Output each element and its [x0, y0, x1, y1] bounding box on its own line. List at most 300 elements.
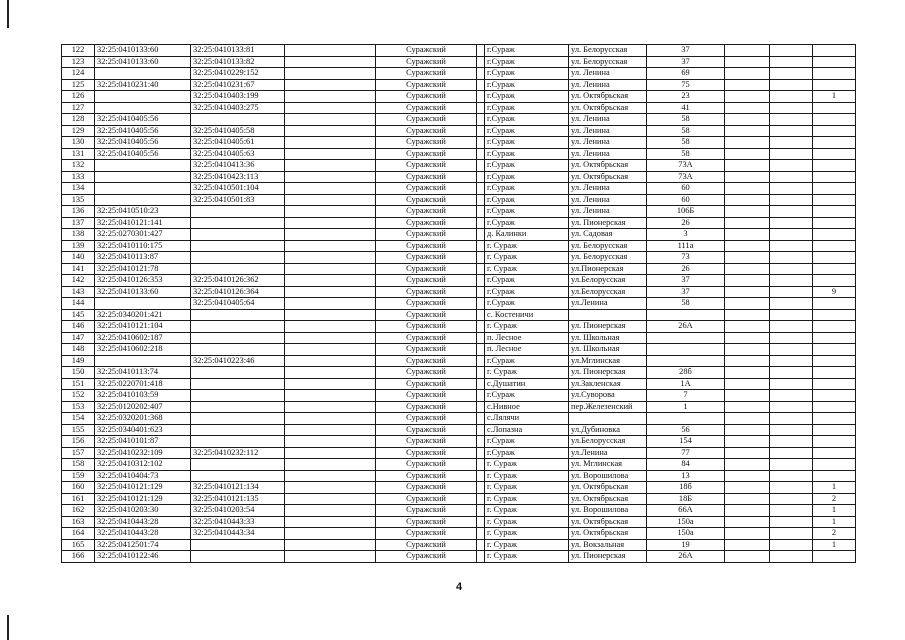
district-cell: Суражский	[376, 45, 477, 57]
house-number-cell: 58	[647, 298, 725, 310]
blank-cell	[770, 79, 813, 91]
parcel-cadastral-number: 32:25:0410110:175	[95, 240, 191, 252]
blank-cell	[770, 551, 813, 563]
object-cadastral-number: 32:25:0410121:134	[191, 482, 285, 494]
table-row	[62, 309, 856, 321]
row-number: 164	[62, 528, 95, 540]
parcel-cadastral-number: 32:25:0412501:74	[95, 539, 191, 551]
row-number: 166	[62, 551, 95, 563]
table-row	[62, 367, 856, 379]
blank-cell	[770, 378, 813, 390]
page-number: 4	[456, 581, 463, 593]
parcel-cadastral-number: 32:25:0410113:87	[95, 252, 191, 264]
settlement-cell: г.Сураж	[485, 355, 569, 367]
district-cell: Суражский	[376, 378, 477, 390]
separator-cell	[477, 286, 485, 298]
separator-cell	[477, 516, 485, 528]
separator-cell	[477, 447, 485, 459]
object-cadastral-number	[191, 206, 285, 218]
street-cell: ул. Ленина	[569, 148, 647, 160]
object-cadastral-number	[191, 390, 285, 402]
blank-cell	[770, 275, 813, 287]
blank-cell	[725, 298, 770, 310]
street-cell: ул. Октябрьская	[569, 482, 647, 494]
parcel-cadastral-number: 32:25:0410510:23	[95, 206, 191, 218]
house-number-cell: 60	[647, 194, 725, 206]
district-cell: Суражский	[376, 355, 477, 367]
blank-cell	[770, 447, 813, 459]
blank-cell	[285, 229, 376, 241]
blank-cell	[285, 79, 376, 91]
district-cell: Суражский	[376, 148, 477, 160]
row-number: 122	[62, 45, 95, 57]
blank-cell	[285, 332, 376, 344]
row-number: 132	[62, 160, 95, 172]
blank-cell	[725, 79, 770, 91]
count-cell	[813, 355, 856, 367]
district-cell: Суражский	[376, 217, 477, 229]
blank-cell	[770, 482, 813, 494]
house-number-cell: 26	[647, 263, 725, 275]
district-cell: Суражский	[376, 252, 477, 264]
blank-cell	[725, 332, 770, 344]
blank-cell	[725, 436, 770, 448]
blank-cell	[725, 424, 770, 436]
blank-cell	[725, 459, 770, 471]
object-cadastral-number: 32:25:0410126:364	[191, 286, 285, 298]
parcel-cadastral-number	[95, 102, 191, 114]
row-number: 131	[62, 148, 95, 160]
table-row	[62, 217, 856, 229]
settlement-cell: г.Сураж	[485, 160, 569, 172]
house-number-cell: 28б	[647, 367, 725, 379]
count-cell	[813, 390, 856, 402]
table-row	[62, 528, 856, 540]
table-row	[62, 424, 856, 436]
blank-cell	[285, 470, 376, 482]
blank-cell	[725, 482, 770, 494]
count-cell	[813, 206, 856, 218]
blank-cell	[770, 355, 813, 367]
separator-cell	[477, 321, 485, 333]
street-cell	[569, 413, 647, 425]
separator-cell	[477, 194, 485, 206]
row-number: 123	[62, 56, 95, 68]
row-number: 134	[62, 183, 95, 195]
house-number-cell: 37	[647, 286, 725, 298]
separator-cell	[477, 390, 485, 402]
settlement-cell: с. Костеничи	[485, 309, 569, 321]
settlement-cell: г. Сураж	[485, 459, 569, 471]
parcel-cadastral-number: 32:25:0410103:59	[95, 390, 191, 402]
blank-cell	[285, 183, 376, 195]
separator-cell	[477, 355, 485, 367]
street-cell: ул.Ленина	[569, 447, 647, 459]
blank-cell	[285, 137, 376, 149]
blank-cell	[285, 309, 376, 321]
table-row	[62, 148, 856, 160]
street-cell: ул. Садовая	[569, 229, 647, 241]
object-cadastral-number: 32:25:0410443:33	[191, 516, 285, 528]
street-cell: ул. Школьная	[569, 332, 647, 344]
blank-cell	[770, 309, 813, 321]
blank-cell	[770, 459, 813, 471]
blank-cell	[285, 551, 376, 563]
blank-cell	[770, 171, 813, 183]
row-number: 139	[62, 240, 95, 252]
blank-cell	[725, 275, 770, 287]
house-number-cell: 150а	[647, 528, 725, 540]
settlement-cell: г. Сураж	[485, 321, 569, 333]
district-cell: Суражский	[376, 390, 477, 402]
blank-cell	[770, 217, 813, 229]
object-cadastral-number	[191, 263, 285, 275]
blank-cell	[725, 413, 770, 425]
parcel-cadastral-number: 32:25:0410443:28	[95, 528, 191, 540]
settlement-cell: г.Сураж	[485, 275, 569, 287]
district-cell: Суражский	[376, 102, 477, 114]
blank-cell	[725, 539, 770, 551]
count-cell	[813, 148, 856, 160]
street-cell: ул.Белорусская	[569, 275, 647, 287]
separator-cell	[477, 68, 485, 80]
district-cell: Суражский	[376, 332, 477, 344]
row-number: 157	[62, 447, 95, 459]
blank-cell	[285, 413, 376, 425]
district-cell: Суражский	[376, 194, 477, 206]
row-number: 145	[62, 309, 95, 321]
house-number-cell: 150а	[647, 516, 725, 528]
street-cell: ул. Октябрьская	[569, 160, 647, 172]
house-number-cell: 77	[647, 447, 725, 459]
object-cadastral-number: 32:25:0410405:64	[191, 298, 285, 310]
object-cadastral-number: 32:25:0410413:36	[191, 160, 285, 172]
district-cell: Суражский	[376, 275, 477, 287]
district-cell: Суражский	[376, 470, 477, 482]
blank-cell	[285, 539, 376, 551]
parcel-cadastral-number	[95, 298, 191, 310]
object-cadastral-number	[191, 229, 285, 241]
district-cell: Суражский	[376, 183, 477, 195]
settlement-cell: г.Сураж	[485, 286, 569, 298]
blank-cell	[725, 401, 770, 413]
blank-cell	[725, 378, 770, 390]
parcel-cadastral-number: 32:25:0410121:129	[95, 482, 191, 494]
separator-cell	[477, 378, 485, 390]
object-cadastral-number: 32:25:0410405:63	[191, 148, 285, 160]
settlement-cell: г.Сураж	[485, 447, 569, 459]
row-number: 133	[62, 171, 95, 183]
blank-cell	[770, 114, 813, 126]
house-number-cell: 13	[647, 470, 725, 482]
count-cell	[813, 114, 856, 126]
row-number: 158	[62, 459, 95, 471]
blank-cell	[285, 482, 376, 494]
object-cadastral-number	[191, 252, 285, 264]
street-cell: ул. Октябрьская	[569, 91, 647, 103]
street-cell: ул. Ленина	[569, 125, 647, 137]
parcel-cadastral-number: 32:25:0340201:421	[95, 309, 191, 321]
row-number: 137	[62, 217, 95, 229]
blank-cell	[725, 344, 770, 356]
parcel-cadastral-number: 32:25:0220701:418	[95, 378, 191, 390]
row-number: 150	[62, 367, 95, 379]
parcel-cadastral-number: 32:25:0410405:56	[95, 148, 191, 160]
separator-cell	[477, 367, 485, 379]
district-cell: Суражский	[376, 367, 477, 379]
parcel-cadastral-number: 32:25:0410602:218	[95, 344, 191, 356]
object-cadastral-number	[191, 309, 285, 321]
blank-cell	[770, 367, 813, 379]
blank-cell	[285, 194, 376, 206]
blank-cell	[725, 137, 770, 149]
district-cell: Суражский	[376, 505, 477, 517]
object-cadastral-number: 32:25:0410223:46	[191, 355, 285, 367]
blank-cell	[770, 436, 813, 448]
separator-cell	[477, 493, 485, 505]
separator-cell	[477, 148, 485, 160]
parcel-cadastral-number: 32:25:0410404:73	[95, 470, 191, 482]
row-number: 128	[62, 114, 95, 126]
district-cell: Суражский	[376, 459, 477, 471]
district-cell: Суражский	[376, 125, 477, 137]
table-row	[62, 240, 856, 252]
settlement-cell: г. Сураж	[485, 482, 569, 494]
street-cell: ул. Ленина	[569, 137, 647, 149]
blank-cell	[285, 171, 376, 183]
parcel-cadastral-number: 32:25:0410121:104	[95, 321, 191, 333]
house-number-cell: 84	[647, 459, 725, 471]
parcel-cadastral-number	[95, 91, 191, 103]
object-cadastral-number	[191, 332, 285, 344]
district-cell: Суражский	[376, 551, 477, 563]
blank-cell	[285, 298, 376, 310]
count-cell	[813, 378, 856, 390]
blank-cell	[770, 263, 813, 275]
parcel-cadastral-number: 32:25:0410405:56	[95, 137, 191, 149]
blank-cell	[285, 206, 376, 218]
blank-cell	[285, 56, 376, 68]
street-cell: ул. Пионерская	[569, 321, 647, 333]
district-cell: Суражский	[376, 171, 477, 183]
separator-cell	[477, 125, 485, 137]
house-number-cell: 73А	[647, 171, 725, 183]
parcel-cadastral-number: 32:25:0410602:187	[95, 332, 191, 344]
row-number: 140	[62, 252, 95, 264]
separator-cell	[477, 424, 485, 436]
house-number-cell: 66А	[647, 505, 725, 517]
district-cell: Суражский	[376, 114, 477, 126]
object-cadastral-number	[191, 217, 285, 229]
settlement-cell: г.Сураж	[485, 102, 569, 114]
settlement-cell: с.Лопазна	[485, 424, 569, 436]
blank-cell	[770, 424, 813, 436]
parcel-cadastral-number: 32:25:0410312:102	[95, 459, 191, 471]
parcel-cadastral-number: 32:25:0410405:56	[95, 125, 191, 137]
blank-cell	[285, 148, 376, 160]
separator-cell	[477, 160, 485, 172]
blank-cell	[725, 447, 770, 459]
row-number: 143	[62, 286, 95, 298]
blank-cell	[725, 551, 770, 563]
table-row	[62, 114, 856, 126]
blank-cell	[770, 401, 813, 413]
house-number-cell: 18б	[647, 482, 725, 494]
row-number: 126	[62, 91, 95, 103]
blank-cell	[285, 401, 376, 413]
object-cadastral-number: 32:25:0410121:135	[191, 493, 285, 505]
table-row	[62, 321, 856, 333]
row-number: 161	[62, 493, 95, 505]
blank-cell	[770, 516, 813, 528]
blank-cell	[725, 263, 770, 275]
settlement-cell: г. Сураж	[485, 252, 569, 264]
settlement-cell: г.Сураж	[485, 114, 569, 126]
house-number-cell: 73А	[647, 160, 725, 172]
district-cell: Суражский	[376, 321, 477, 333]
object-cadastral-number	[191, 459, 285, 471]
count-cell	[813, 194, 856, 206]
count-cell: 1	[813, 482, 856, 494]
house-number-cell: 1А	[647, 378, 725, 390]
table-row	[62, 355, 856, 367]
table-row	[62, 102, 856, 114]
object-cadastral-number	[191, 470, 285, 482]
settlement-cell: г.Сураж	[485, 125, 569, 137]
count-cell	[813, 470, 856, 482]
register-table	[61, 44, 856, 563]
blank-cell	[285, 344, 376, 356]
house-number-cell: 19	[647, 539, 725, 551]
row-number: 162	[62, 505, 95, 517]
house-number-cell: 1	[647, 401, 725, 413]
blank-cell	[725, 125, 770, 137]
district-cell: Суражский	[376, 401, 477, 413]
parcel-cadastral-number: 32:25:0410133:60	[95, 45, 191, 57]
count-cell: 2	[813, 528, 856, 540]
row-number: 127	[62, 102, 95, 114]
separator-cell	[477, 137, 485, 149]
district-cell: Суражский	[376, 229, 477, 241]
count-cell: 1	[813, 91, 856, 103]
count-cell	[813, 447, 856, 459]
blank-cell	[725, 321, 770, 333]
street-cell: ул. Октябрьская	[569, 171, 647, 183]
blank-cell	[725, 206, 770, 218]
count-cell	[813, 252, 856, 264]
blank-cell	[725, 390, 770, 402]
street-cell: ул. Белорусская	[569, 252, 647, 264]
count-cell	[813, 160, 856, 172]
count-cell: 1	[813, 516, 856, 528]
street-cell: ул. Октябрьская	[569, 528, 647, 540]
blank-cell	[725, 240, 770, 252]
settlement-cell: г. Сураж	[485, 551, 569, 563]
settlement-cell: д. Калинки	[485, 229, 569, 241]
row-number: 146	[62, 321, 95, 333]
table-row	[62, 171, 856, 183]
count-cell	[813, 551, 856, 563]
blank-cell	[285, 493, 376, 505]
count-cell	[813, 413, 856, 425]
separator-cell	[477, 298, 485, 310]
table-row	[62, 91, 856, 103]
district-cell: Суражский	[376, 79, 477, 91]
street-cell: ул. Вокзальная	[569, 539, 647, 551]
blank-cell	[285, 505, 376, 517]
blank-cell	[770, 56, 813, 68]
object-cadastral-number: 32:25:0410133:82	[191, 56, 285, 68]
blank-cell	[725, 45, 770, 57]
table-row	[62, 505, 856, 517]
blank-cell	[770, 125, 813, 137]
settlement-cell: г.Сураж	[485, 137, 569, 149]
blank-cell	[285, 447, 376, 459]
separator-cell	[477, 332, 485, 344]
settlement-cell: с.Лялячи	[485, 413, 569, 425]
count-cell	[813, 217, 856, 229]
blank-cell	[725, 355, 770, 367]
district-cell: Суражский	[376, 309, 477, 321]
blank-cell	[725, 217, 770, 229]
count-cell	[813, 401, 856, 413]
parcel-cadastral-number: 32:25:0410232:109	[95, 447, 191, 459]
blank-cell	[725, 367, 770, 379]
settlement-cell: г.Сураж	[485, 390, 569, 402]
district-cell: Суражский	[376, 137, 477, 149]
district-cell: Суражский	[376, 413, 477, 425]
house-number-cell: 154	[647, 436, 725, 448]
object-cadastral-number: 32:25:0410232:112	[191, 447, 285, 459]
settlement-cell: с.Душатин	[485, 378, 569, 390]
count-cell	[813, 309, 856, 321]
object-cadastral-number	[191, 240, 285, 252]
parcel-cadastral-number: 32:25:0410121:129	[95, 493, 191, 505]
blank-cell	[285, 390, 376, 402]
settlement-cell: г. Сураж	[485, 367, 569, 379]
street-cell: ул. Мглинская	[569, 459, 647, 471]
separator-cell	[477, 102, 485, 114]
separator-cell	[477, 413, 485, 425]
house-number-cell: 58	[647, 125, 725, 137]
row-number: 138	[62, 229, 95, 241]
street-cell: ул.Ленина	[569, 298, 647, 310]
district-cell: Суражский	[376, 516, 477, 528]
blank-cell	[770, 194, 813, 206]
separator-cell	[477, 217, 485, 229]
blank-cell	[770, 539, 813, 551]
blank-cell	[285, 459, 376, 471]
count-cell	[813, 275, 856, 287]
row-number: 136	[62, 206, 95, 218]
count-cell	[813, 45, 856, 57]
count-cell	[813, 102, 856, 114]
table-row	[62, 194, 856, 206]
object-cadastral-number: 32:25:0410403:199	[191, 91, 285, 103]
count-cell	[813, 321, 856, 333]
count-cell	[813, 68, 856, 80]
binding-edge-mark-bottom	[7, 615, 9, 640]
table-row	[62, 79, 856, 91]
street-cell: ул. Пионерская	[569, 367, 647, 379]
street-cell: ул. Пионерская	[569, 217, 647, 229]
settlement-cell: г. Сураж	[485, 505, 569, 517]
street-cell: ул. Октябрьская	[569, 493, 647, 505]
table-row	[62, 183, 856, 195]
object-cadastral-number	[191, 344, 285, 356]
table-row	[62, 413, 856, 425]
blank-cell	[725, 516, 770, 528]
